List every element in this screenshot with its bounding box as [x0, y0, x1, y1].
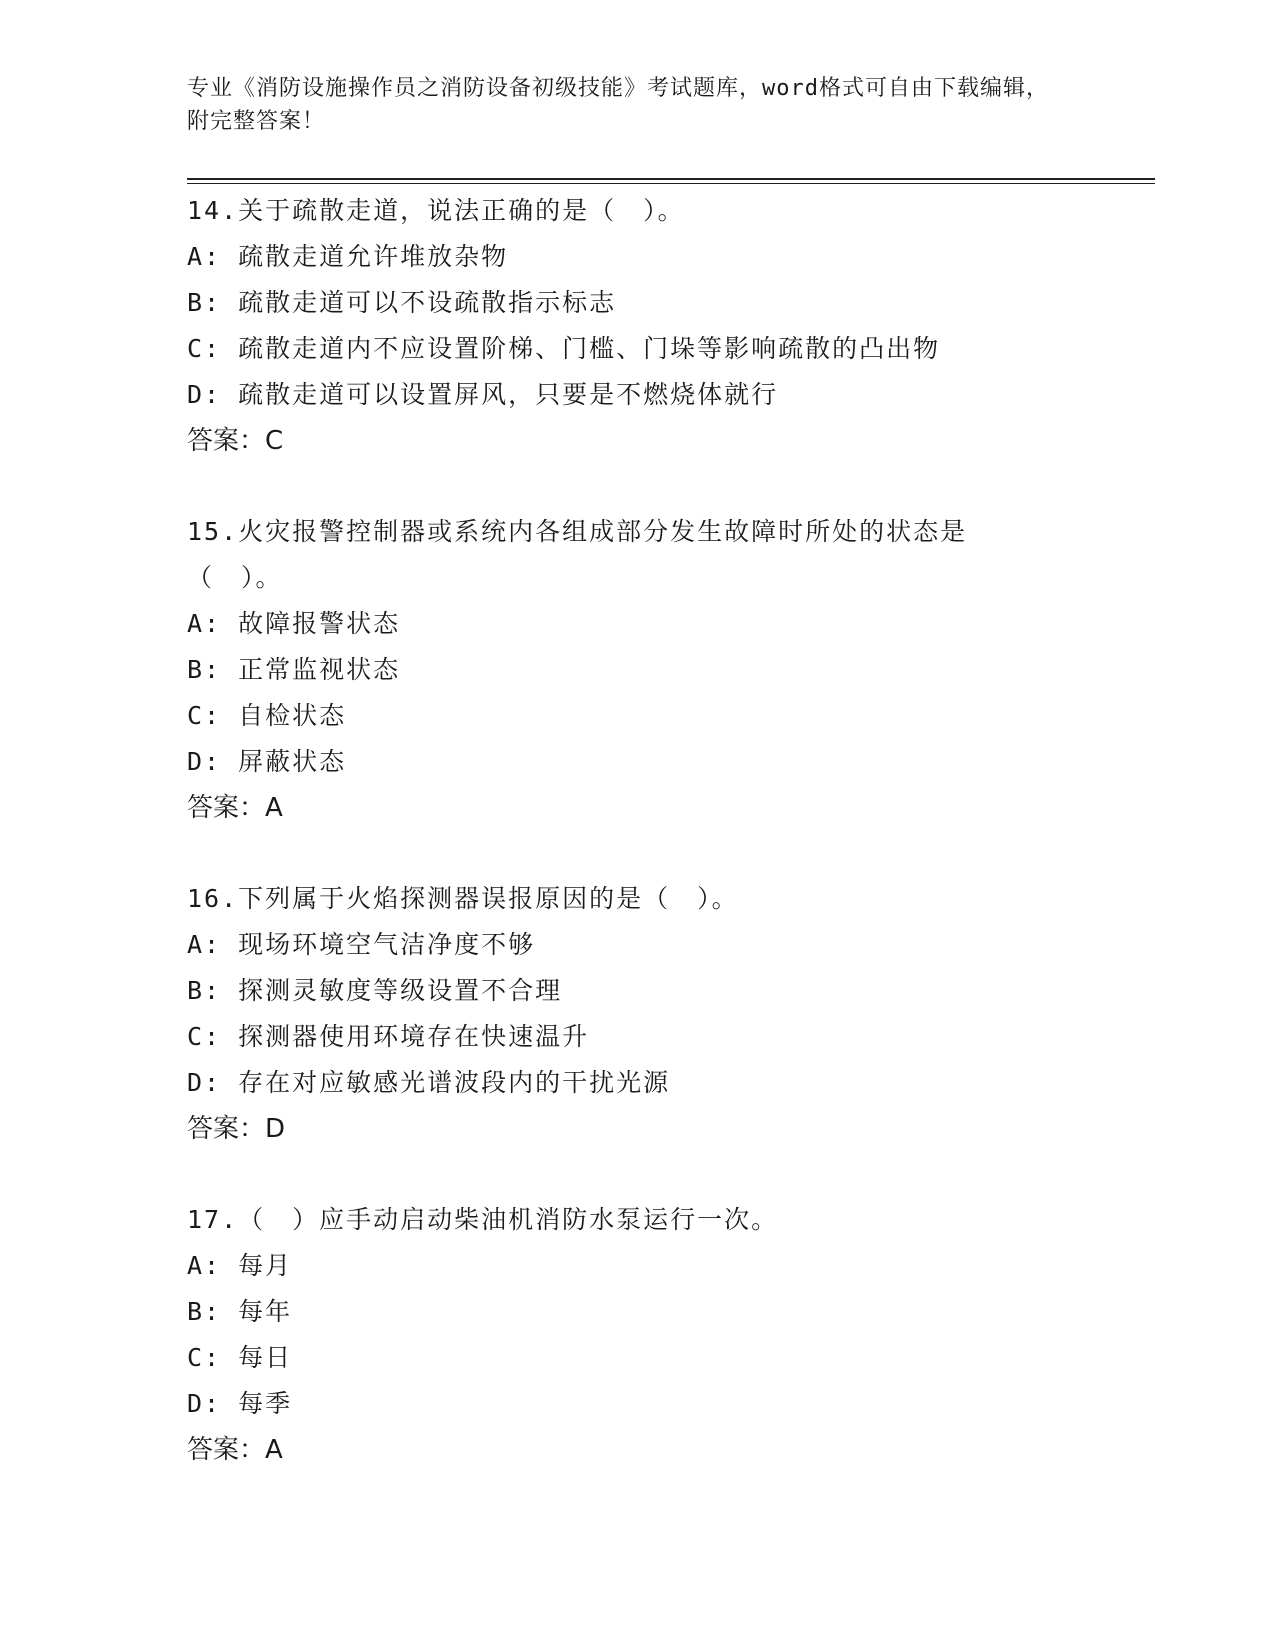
option-d: D: 疏散走道可以设置屏风，只要是不燃烧体就行 [187, 380, 779, 409]
question-stem: 14.关于疏散走道，说法正确的是（ ）。 [187, 196, 685, 225]
document-header: 专业《消防设施操作员之消防设备初级技能》考试题库，word格式可自由下载编辑，附完整答案！ [187, 76, 1049, 134]
question-stem: 17.（ ）应手动启动柴油机消防水泵运行一次。 [187, 1205, 779, 1234]
question-16 [187, 876, 1087, 1152]
option-b: B: 每年 [187, 1297, 293, 1326]
option-a: A: 故障报警状态 [187, 609, 401, 638]
option-d: D: 每季 [187, 1389, 293, 1418]
header-divider [187, 178, 1155, 180]
option-c: C: 自检状态 [187, 701, 347, 730]
header-divider-thin [187, 183, 1155, 184]
question-stem: 15.火灾报警控制器或系统内各组成部分发生故障时所处的状态是（ ）。 [187, 517, 968, 592]
question-14 [187, 188, 1087, 464]
option-a: A: 现场环境空气洁净度不够 [187, 930, 536, 959]
option-c: C: 每日 [187, 1343, 293, 1372]
question-17 [187, 1197, 1087, 1473]
option-c: C: 探测器使用环境存在快速温升 [187, 1022, 590, 1051]
option-b: B: 正常监视状态 [187, 655, 401, 684]
answer-line: 答案：A [187, 1435, 283, 1465]
question-15 [187, 509, 1087, 831]
option-a: A: 疏散走道允许堆放杂物 [187, 242, 509, 271]
answer-line: 答案：D [187, 1114, 286, 1144]
option-b: B: 探测灵敏度等级设置不合理 [187, 976, 563, 1005]
option-a: A: 每月 [187, 1251, 293, 1280]
answer-line: 答案：A [187, 793, 283, 823]
option-b: B: 疏散走道可以不设疏散指示标志 [187, 288, 617, 317]
question-stem: 16.下列属于火焰探测器误报原因的是（ ）。 [187, 884, 739, 913]
option-c: C: 疏散走道内不应设置阶梯、门槛、门垛等影响疏散的凸出物 [187, 334, 941, 363]
answer-line: 答案：C [187, 426, 284, 456]
option-d: D: 屏蔽状态 [187, 747, 347, 776]
option-d: D: 存在对应敏感光谱波段内的干扰光源 [187, 1068, 671, 1097]
